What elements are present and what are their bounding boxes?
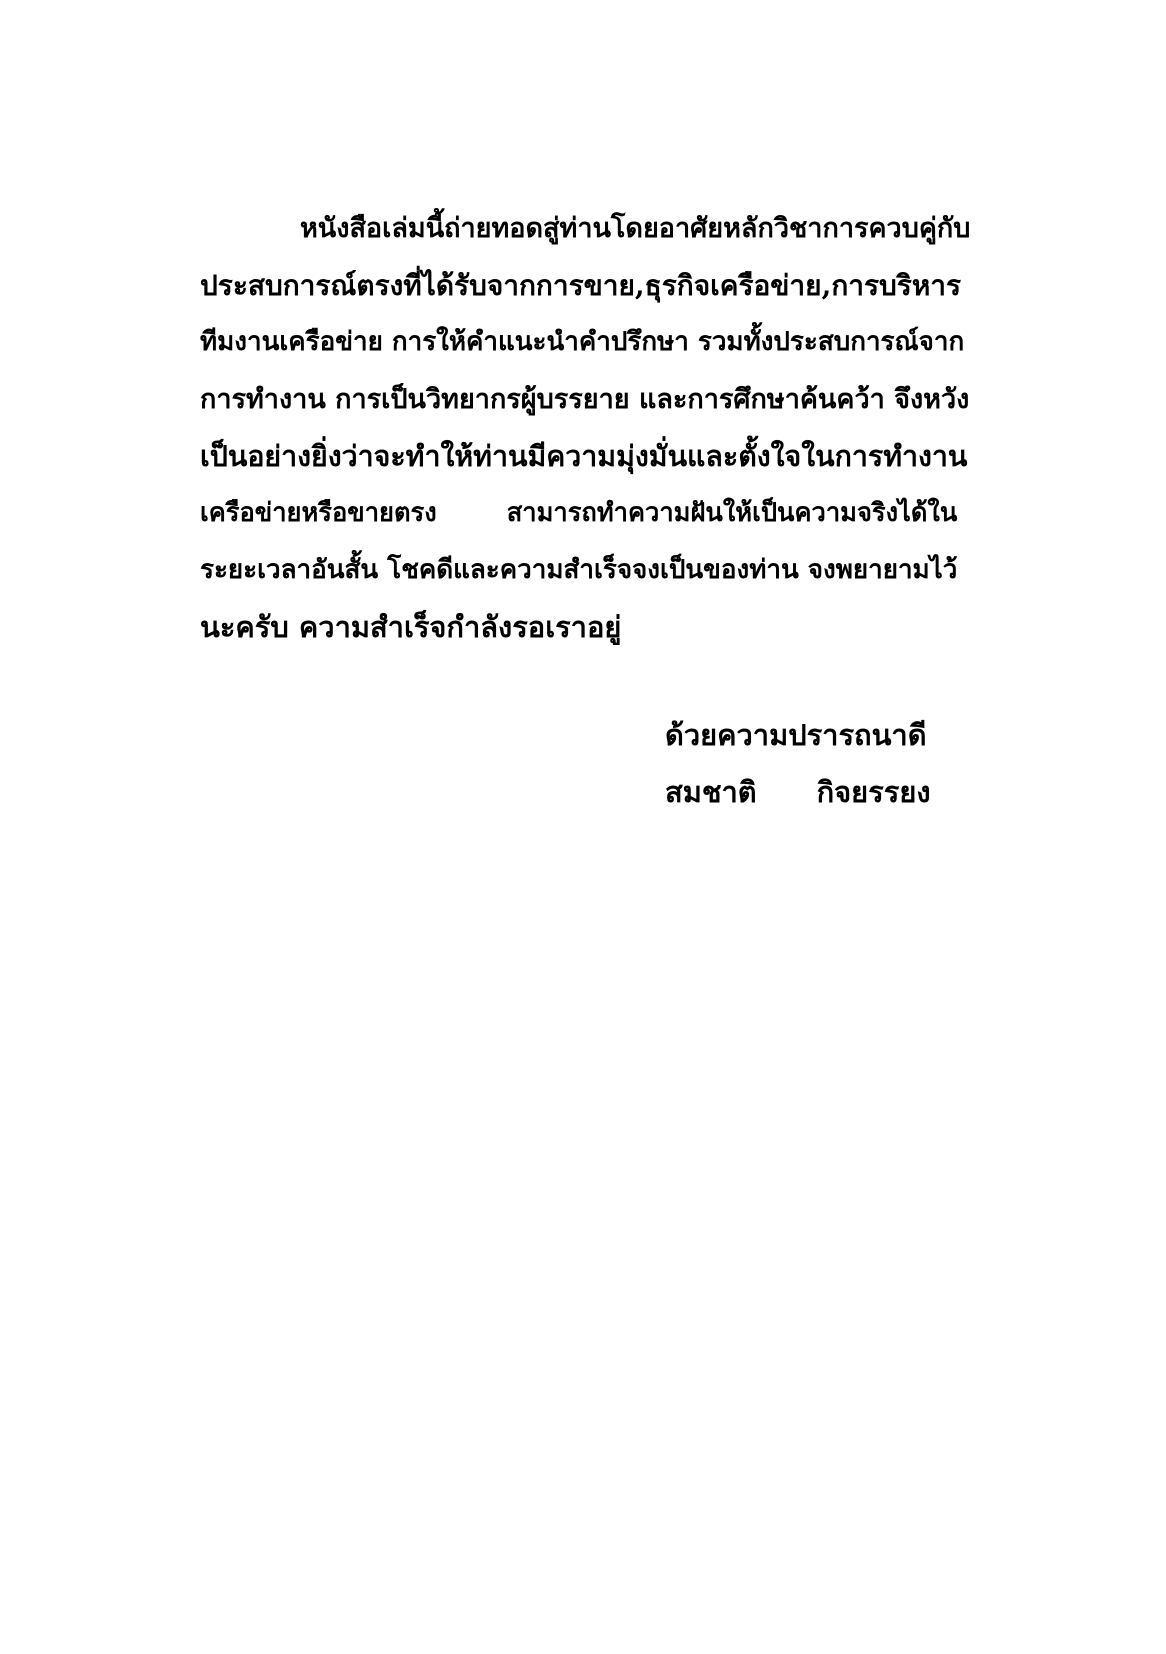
letter-line-3: ทีมงานเครือข่าย การให้คำแนะนำคำปรึกษา รวมทั้งประสบการณ์จาก xyxy=(200,327,965,357)
signer-last-name: กิจยรรยง xyxy=(816,775,931,809)
letter-line-5: เป็นอย่างยิ่งว่าจะทำให้ท่านมีความมุ่งมั่นและตั้งใจในการทำงาน xyxy=(200,439,968,473)
letter-line-1: หนังสือเล่มนี้ถ่ายทอดสู่ท่านโดยอาศัยหลักวิชาการควบคู่กับ xyxy=(300,213,971,244)
closing-text: ด้วยความปรารถนาดี xyxy=(665,718,927,752)
signer-first-name: สมชาติ xyxy=(665,775,757,809)
letter-body xyxy=(200,200,970,656)
letter-line-2: ประสบการณ์ตรงที่ได้รับจากการขาย,ธุรกิจเครือข่าย,การบริหาร xyxy=(200,269,962,302)
letter-line-4: การทำงาน การเป็นวิทยากรผู้บรรยาย และการศึกษาค้นคว้า จึงหวัง xyxy=(200,384,970,415)
signer-name xyxy=(665,764,965,821)
letter-line-6-right: สามารถทำความฝันให้เป็นความจริงได้ใน xyxy=(506,498,958,528)
letter-line-8: นะครับ ความสำเร็จกำลังรอเราอยู่ xyxy=(200,610,622,644)
letter-line-6-left: เครือข่ายหรือขายตรง xyxy=(200,498,437,528)
letter-line-6 xyxy=(200,485,970,542)
signature-block xyxy=(665,707,965,821)
letter-line-7: ระยะเวลาอันสั้น โชคดีและความสำเร็จจงเป็นของท่าน จงพยายามไว้ xyxy=(200,555,958,585)
